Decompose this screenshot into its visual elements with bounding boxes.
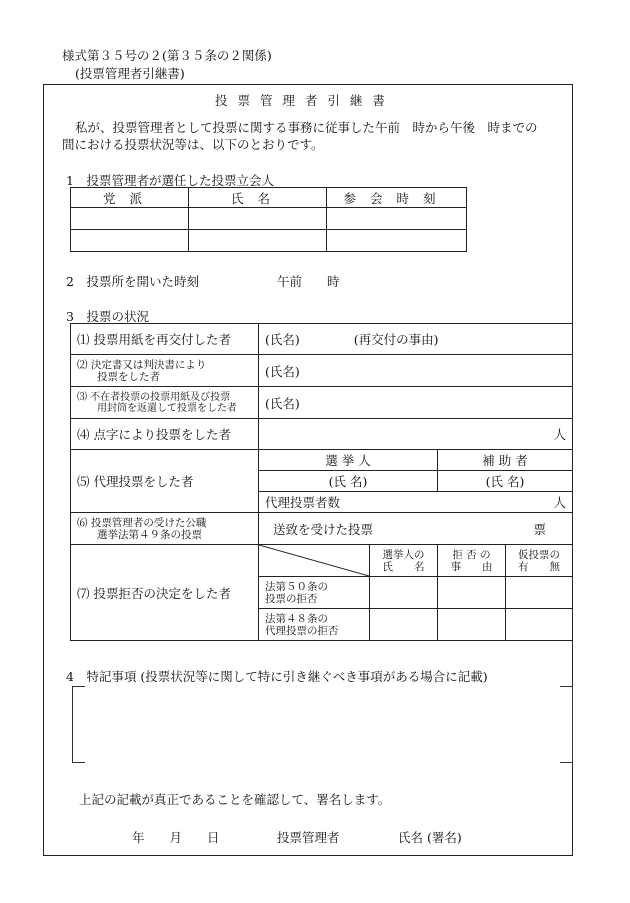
row7-col1 [370, 545, 438, 577]
section1-heading: 1 投票管理者が選任した投票立会人 [66, 173, 274, 188]
row7-sub2 [259, 609, 370, 641]
row5-voter: 選 挙 人 [259, 450, 438, 471]
col-attend-time: 参会時刻 [327, 188, 467, 208]
intro-line-1: 私が、投票管理者として投票に関する事務に従事した午前 時から午後 時までの [75, 120, 538, 135]
row6-label-a: ⑹ 投票管理者の受けた公職 [77, 516, 207, 529]
row3-label-a: ⑶ 不在者投票の投票用紙及び投票 [77, 391, 231, 403]
row7-col2-b: 事 由 [450, 560, 493, 573]
row7-sub1 [259, 577, 370, 609]
cell[interactable] [370, 609, 438, 641]
cell[interactable] [506, 609, 573, 641]
cell[interactable] [189, 230, 327, 252]
row7-col1-b: 氏 名 [382, 560, 425, 573]
row6-label-b: 選挙法第４９条の投票 [97, 528, 202, 541]
row7-col3-b: 有 無 [518, 560, 560, 573]
cell[interactable] [71, 230, 189, 252]
row7-sub2-b: 代理投票の拒否 [265, 624, 339, 637]
row7-col1-a: 選挙人の [382, 548, 425, 561]
signature-date: 年 月 日 [132, 830, 220, 845]
row5-count [259, 492, 573, 513]
form-number: 様式第３５号の２(第３５条の２関係) [62, 48, 272, 63]
row6-received-label: 送致を受けた投票 [273, 521, 374, 537]
row5-name2: (氏 名) [438, 471, 573, 492]
notes-bracket-left [72, 686, 85, 763]
notes-bracket-right [560, 686, 573, 763]
cell[interactable] [438, 577, 506, 609]
col-name: 氏名 [189, 188, 327, 208]
cell[interactable] [327, 230, 467, 252]
row5-count-label: 代理投票者数 [265, 495, 341, 510]
section4-heading: 4 特記事項 (投票状況等に関して特に引き継ぐべき事項がある場合に記載) [66, 669, 488, 684]
section2-heading: 2 投票所を開いた時刻 [66, 274, 199, 289]
row1-label: ⑴ 投票用紙を再交付した者 [71, 324, 259, 355]
row7-sub2-a: 法第４８条の [265, 612, 328, 625]
row3-label [71, 387, 259, 419]
row7-label: ⑺ 投票拒否の決定をした者 [71, 545, 259, 641]
row2-label [71, 355, 259, 387]
cell[interactable] [370, 577, 438, 609]
row2-name: (氏名) [259, 355, 573, 387]
notes-area[interactable] [86, 690, 556, 758]
cell[interactable] [506, 577, 573, 609]
document-title: 投 票 管 理 者 引 継 書 [215, 93, 388, 108]
row7-sub1-b: 投票の拒否 [265, 592, 318, 605]
section3-heading: 3 投票の状況 [66, 309, 149, 324]
form-name: (投票管理者引継書) [75, 66, 185, 81]
diagonal-cell [259, 545, 370, 577]
row7-col3 [506, 545, 573, 577]
row6-label [71, 513, 259, 545]
row3-name: (氏名) [259, 387, 573, 419]
row7-col3-a: 仮投票の [518, 548, 560, 561]
row7-col2-a: 拒 否 の [452, 548, 491, 561]
row6-received [259, 513, 573, 545]
opening-time: 午前 時 [277, 274, 340, 289]
row7-sub1-a: 法第５０条の [265, 580, 328, 593]
row2-label-a: ⑵ 決定書又は判決書により [77, 358, 207, 371]
row2-label-b: 投票をした者 [97, 370, 160, 383]
row3-label-b: 用封筒を返還して投票をした者 [97, 402, 237, 414]
row4-unit: 人 [259, 419, 573, 450]
signature-role: 投票管理者 [277, 830, 340, 845]
signature-name: 氏名 (署名) [398, 830, 462, 845]
row5-unit: 人 [553, 495, 566, 510]
confirm-text: 上記の記載が真正であることを確認して、署名します。 [79, 792, 391, 807]
row1-reason: (再交付の事由) [353, 332, 439, 347]
row5-name1: (氏 名) [259, 471, 438, 492]
row1-name: (氏名) [265, 332, 300, 347]
row4-label: ⑷ 点字により投票をした者 [71, 419, 259, 450]
col-party: 党派 [71, 188, 189, 208]
poll-witness-table [70, 187, 467, 252]
cell[interactable] [71, 208, 189, 230]
row7-col2 [438, 545, 506, 577]
voting-status-table [70, 323, 573, 641]
row5-label: ⑸ 代理投票をした者 [71, 450, 259, 513]
row6-unit: 票 [533, 521, 546, 537]
cell[interactable] [438, 609, 506, 641]
cell[interactable] [189, 208, 327, 230]
cell[interactable] [327, 208, 467, 230]
intro-line-2: 間における投票状況等は、以下のとおりです。 [62, 137, 324, 152]
row5-assistant: 補 助 者 [438, 450, 573, 471]
